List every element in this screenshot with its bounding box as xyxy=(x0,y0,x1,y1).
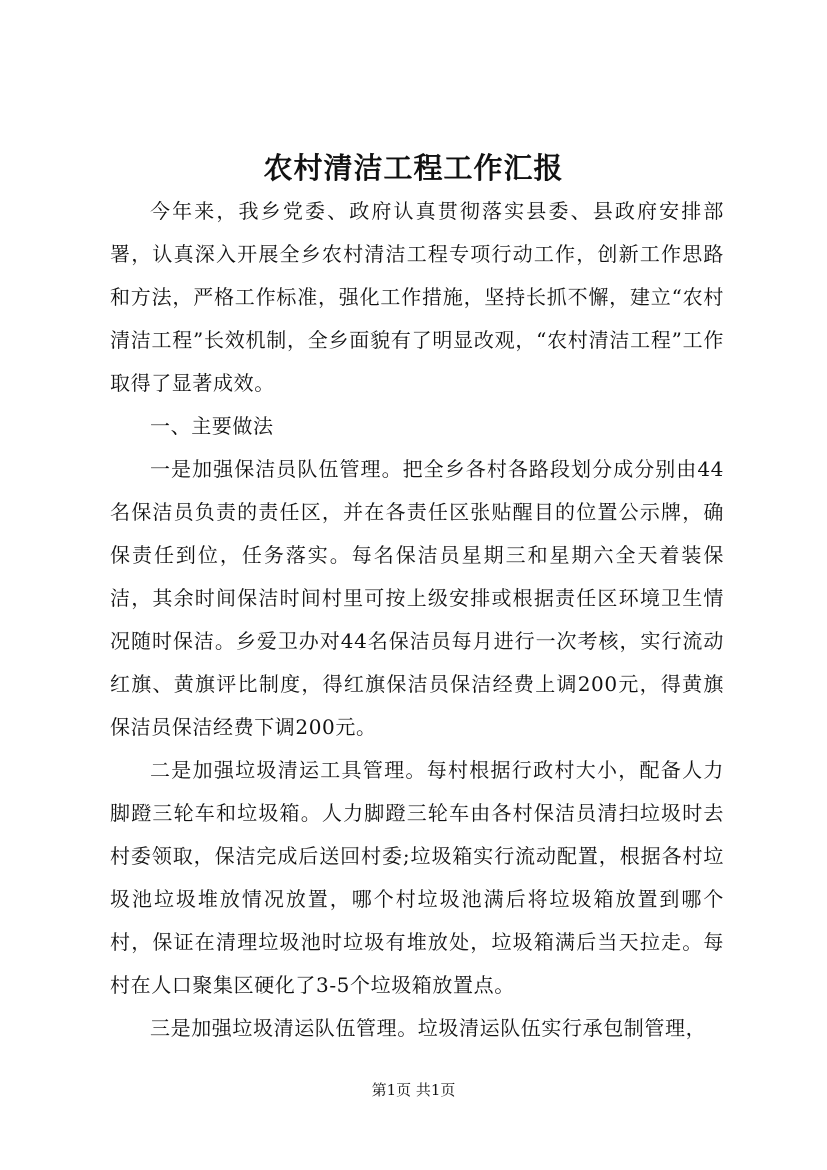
page-footer: 第1页 共1页 xyxy=(371,1081,456,1099)
paragraph-transport-team: 三是加强垃圾清运队伍管理。垃圾清运队伍实行承包制管理， xyxy=(150,1016,707,1040)
paragraph-tool-management: 二是加强垃圾清运工具管理。每村根据行政村大小，配备人力脚蹬三轮车和垃圾箱。人力脚蹬三轮车由各村保洁员清扫垃圾时去村委领取，保洁完成后送回村委;垃圾箱实行流动配置，根据各村垃圾池垃圾堆放情况放置，哪个村垃圾池满后将垃圾箱放置到哪个村，保证在清理垃圾池时垃圾有堆放处，垃圾箱满后当天拉走。每村在人口聚集区硬化了3-5个垃圾箱放置点。 xyxy=(110,758,724,997)
document-body xyxy=(110,190,724,1050)
document-title: 农村清洁工程工作汇报 xyxy=(263,151,564,185)
paragraph-cleaner-management: 一是加强保洁员队伍管理。把全乡各村各路段划分成分别由44名保洁员负责的责任区，并在各责任区张贴醒目的位置公示牌，确保责任到位，任务落实。每名保洁员星期三和星期六全天着装保洁，其余时间保洁时间村里可按上级安排或根据责任区环境卫生情况随时保洁。乡爱卫办对44名保洁员每月进行一次考核，实行流动红旗、黄旗评比制度，得红旗保洁员保洁经费上调200元，得黄旗保洁员保洁经费下调200元。 xyxy=(110,457,724,739)
paragraph-intro: 今年来，我乡党委、政府认真贯彻落实县委、县政府安排部署，认真深入开展全乡农村清洁工程专项行动工作，创新工作思路和方法，严格工作标准，强化工作措施，坚持长抓不懈，建立“农村清洁工程”长效机制，全乡面貌有了明显改观，“农村清洁工程”工作取得了显著成效。 xyxy=(110,199,724,395)
section-heading: 一、主要做法 xyxy=(150,414,274,438)
